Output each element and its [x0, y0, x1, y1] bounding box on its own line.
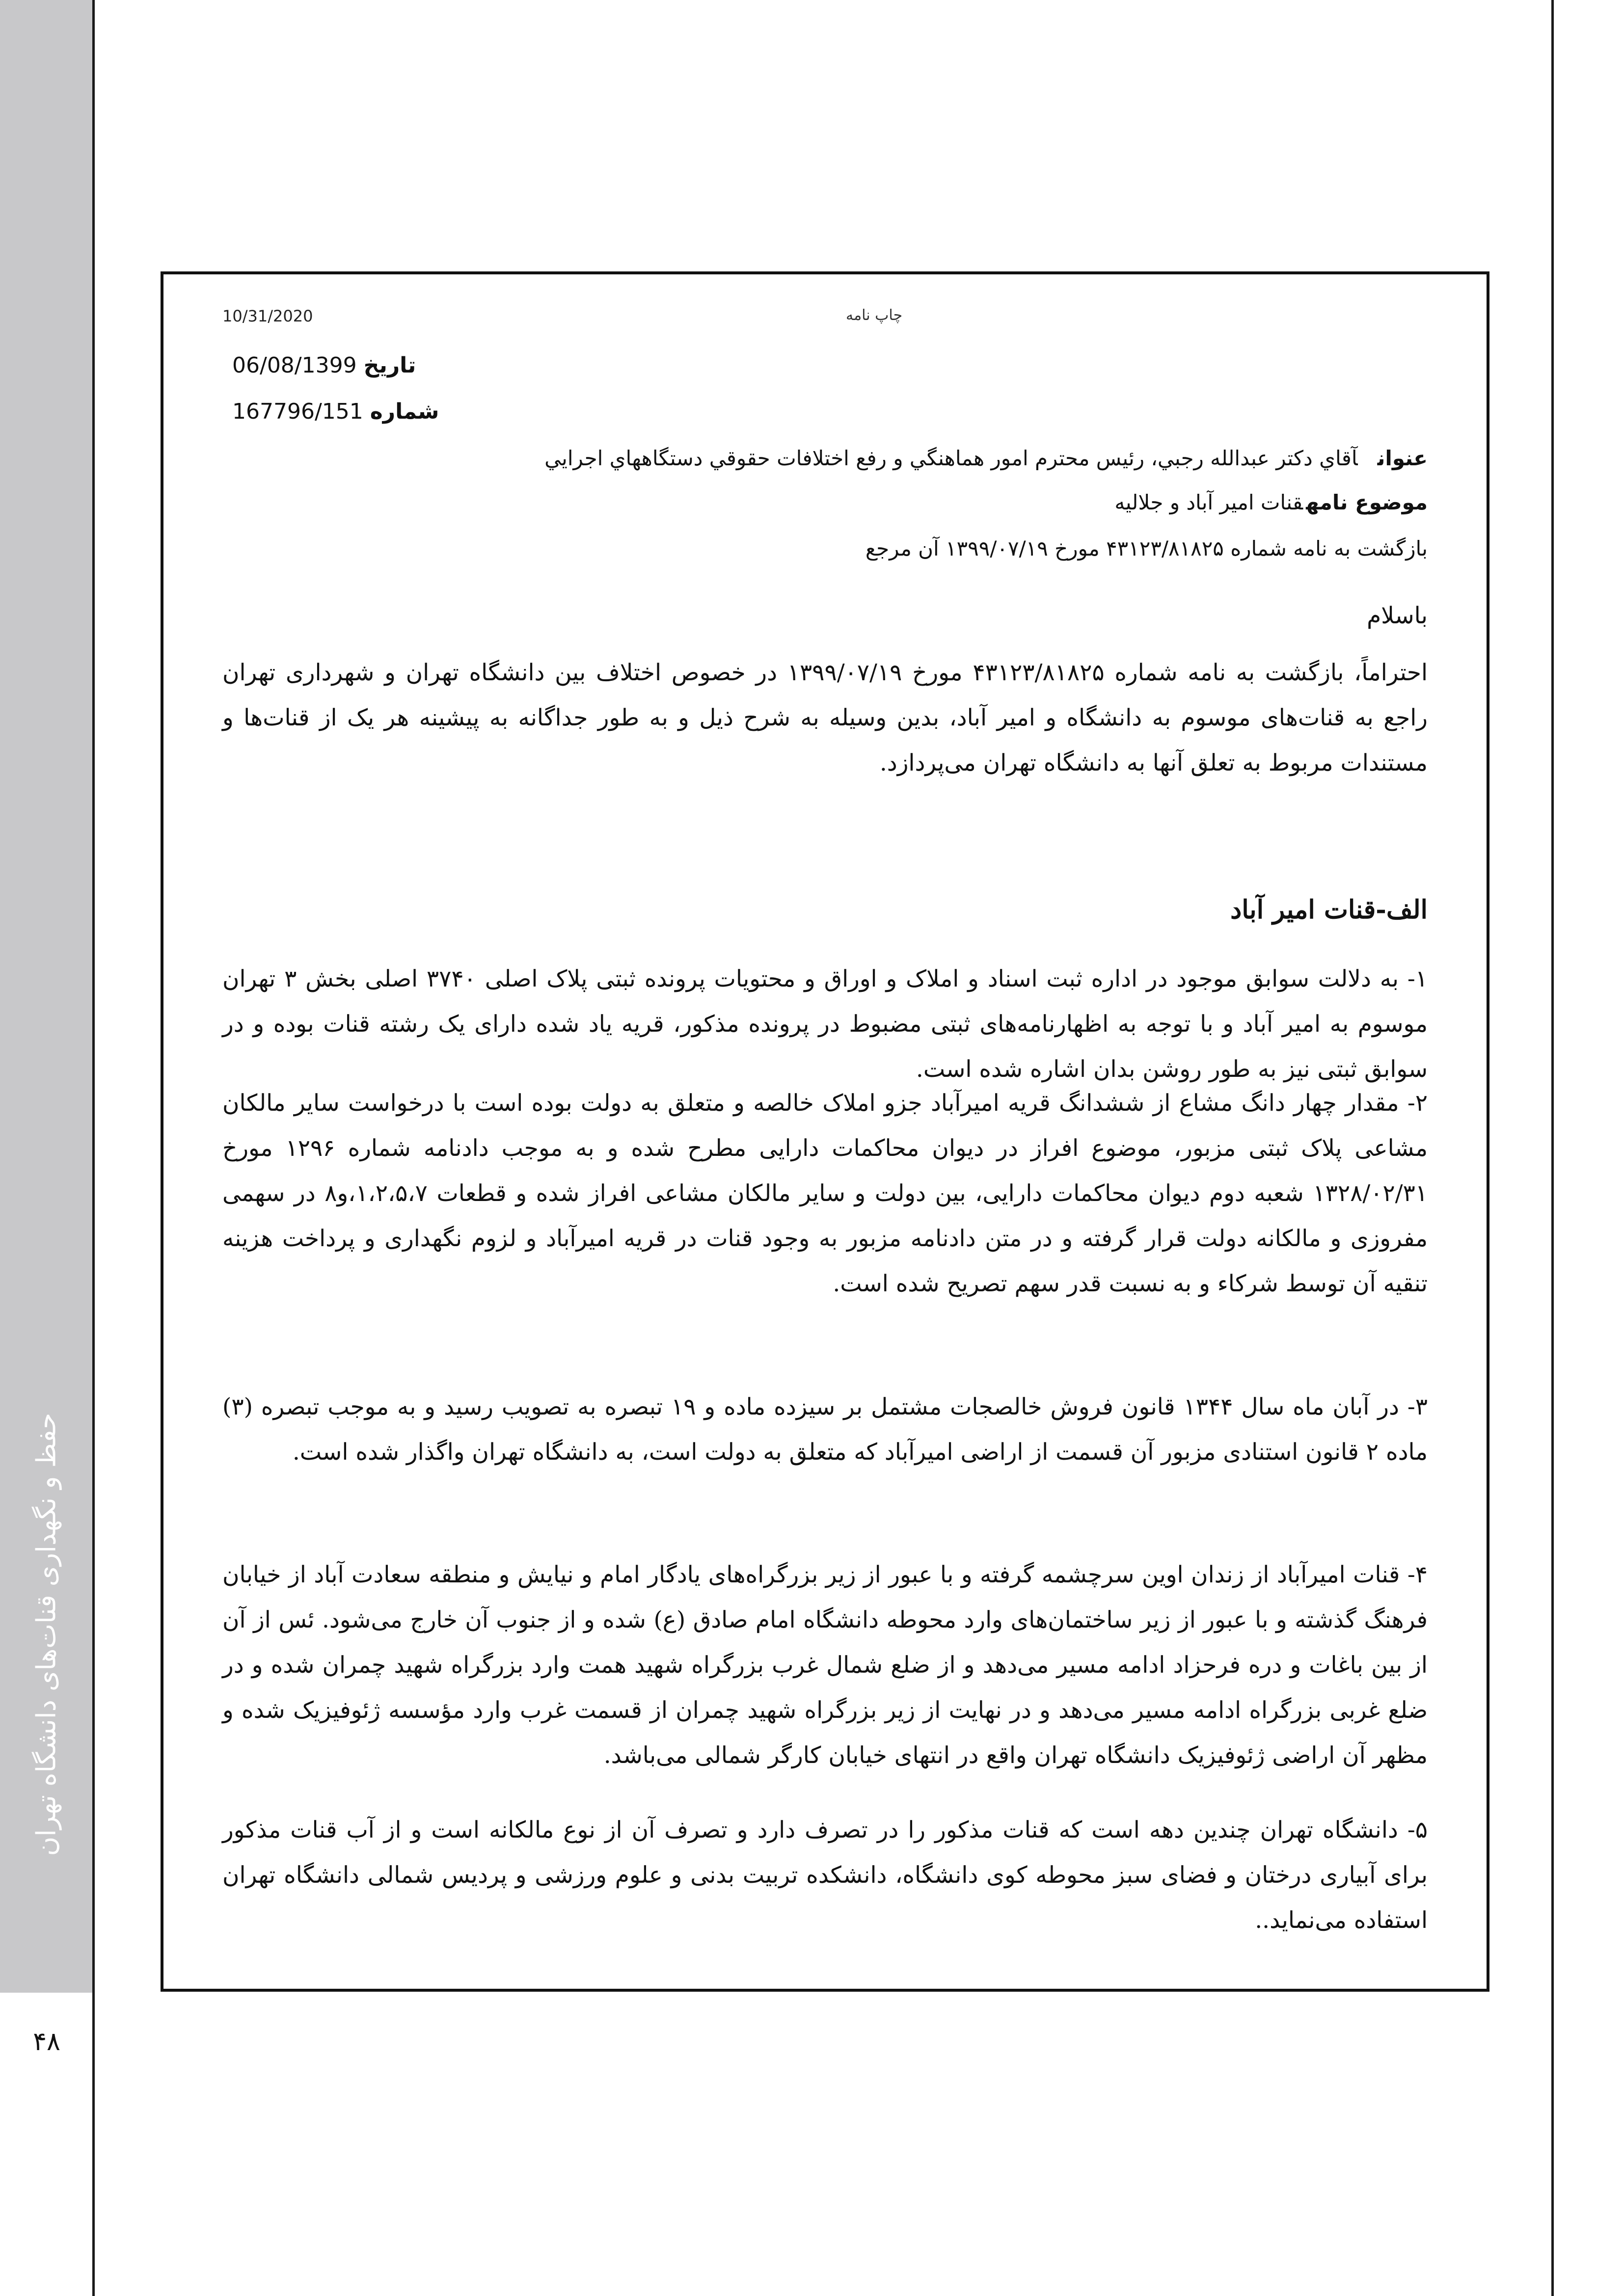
greeting: باسلام	[1367, 602, 1428, 629]
date-value: 06/08/1399	[232, 353, 357, 378]
print-date: 10/31/2020	[222, 307, 313, 325]
side-band	[0, 0, 92, 1993]
list-item: ۵- دانشگاه تهران چندین دهه است که قنات مذکور را در تصرف دارد و تصرف آن از نوع مالکانه است و از آب قنات مذکور برای آبیاری درختان و فضای سبز محوطه کوی دانشگاه، دانشکده تربیت بدنی و علوم ورزشی و پردیس شمالی دانشگاه تهران استفاده می‌نماید..	[222, 1816, 1428, 1934]
subject-label: موضوع نامه	[1306, 490, 1428, 514]
section-heading: الف-قنات امیر آباد	[1230, 895, 1428, 925]
letter-number	[232, 399, 625, 424]
left-page-rule	[92, 0, 95, 2296]
intro-paragraph: احتراماً، بازگشت به نامه شماره ۴۳۱۲۳/۸۱۸۲۵ مورخ ۱۳۹۹/۰۷/۱۹ در خصوص اختلاف بین دانشگاه تهران و شهرداری تهران راجع به قنات‌های موسوم به دانشگاه و امیر آباد، بدین وسیله به شرح ذیل و به طور جداگانه به پیشینه هر یک از قنات‌ها و مستندات مربوط به تعلق آنها به دانشگاه تهران می‌پردازد.	[222, 659, 1428, 776]
number-value: 167796/151	[232, 399, 363, 424]
list-item: ۳- در آبان ماه سال ۱۳۴۴ قانون فروش خالصجات مشتمل بر سیزده ماده و ۱۹ تبصره به تصویب رسید و به موجب تبصره (۳) ماده ۲ قانون استنادی مزبور آن قسمت از اراضی امیرآباد که متعلق به دولت است، به دانشگاه تهران واگذار شده است.	[222, 1393, 1428, 1466]
side-band-title: حفظ و نگهداری قنات‌های دانشگاه تهران	[30, 1413, 62, 1856]
subject-value: قنات امیر آباد و جلالیه	[1114, 490, 1303, 514]
letter-reference: بازگشت به نامه شماره ۴۳۱۲۳/۸۱۸۲۵ مورخ ۱۳۹۹/۰۷/۱۹ آن مرجع	[865, 536, 1428, 561]
list-item: ۴- قنات امیرآباد از زندان اوین سرچشمه گرفته و با عبور از زیر بزرگراه‌های یادگار امام و نیایش و منطقه سعادت آباد از خیابان فرهنگ گذشته و با عبور از زیر ساختمان‌های وارد محوطه دانشگاه امام صادق (ع) شده و از جنوب آن خارج می‌شود. ئس از آن از بین باغات و دره فرحزاد ادامه مسیر می‌دهد و از ضلع شمال غرب بزرگراه شهید همت وارد بزرگراه شهید چمران شده و در ضلع غربی بزرگراه ادامه مسیر می‌دهد و در نهایت از زیر بزرگراه شهید چمران از قسمت غرب وارد مؤسسه ژئوفیزیک شده و مظهر آن اراضی ژئوفیزیک دانشگاه تهران واقع در انتهای خیابان کارگر شمالی می‌باشد.	[222, 1561, 1428, 1769]
page-number: ۴۸	[33, 2027, 60, 2056]
number-label: شماره	[370, 399, 439, 424]
letter-title	[298, 446, 1428, 470]
letter-subject	[298, 490, 1428, 514]
right-page-rule	[1551, 0, 1554, 2296]
date-label: تاریخ	[363, 353, 416, 378]
print-label: چاپ نامه	[846, 307, 903, 324]
list-item: ۲- مقدار چهار دانگ مشاع از ششدانگ قریه امیرآباد جزو املاک خالصه و متعلق به دولت بوده است با درخواست سایر مالکان مشاعی پلاک ثبتی مزبور، موضوع افراز در دیوان محاکمات دارایی مطرح شده و به موجب دادنامه شماره ۱۲۹۶ مورخ ۱۳۲۸/۰۲/۳۱ شعبه دوم دیوان محاکمات دارایی، بین دولت و سایر مالکان مشاعی افراز شده و قطعات ۱،۲،۵،۷،و۸ در سهمی مفروزی و مالکانه دولت قرار گرفته و در متن دادنامه مزبور به وجود قنات در قریه امیرآباد و لزوم نگهداری و پرداخت هزینه تنقیه آن توسط شرکاء و به نسبت قدر سهم تصریح شده است.	[222, 1090, 1428, 1297]
title-label: عنوان	[1377, 446, 1428, 470]
letter-date	[232, 353, 625, 378]
title-value: آقاي دكتر عبدالله رجبي، رئيس محترم امور هماهنگي و رفع اختلافات حقوقي دستگاههاي اجرايي	[544, 446, 1358, 470]
letter-frame	[161, 271, 1489, 1992]
list-item: ۱- به دلالت سوابق موجود در اداره ثبت اسناد و املاک و اوراق و محتویات پرونده ثبتی پلاک اصلی ۳۷۴۰ اصلی بخش ۳ تهران موسوم به امیر آباد و با توجه به اظهارنامه‌های ثبتی مضبوط در پرونده مذکور، قریه یاد شده دارای یک رشته قنات بوده و در سوابق ثبتی نیز به طور روشن بدان اشاره شده است.	[222, 965, 1428, 1083]
